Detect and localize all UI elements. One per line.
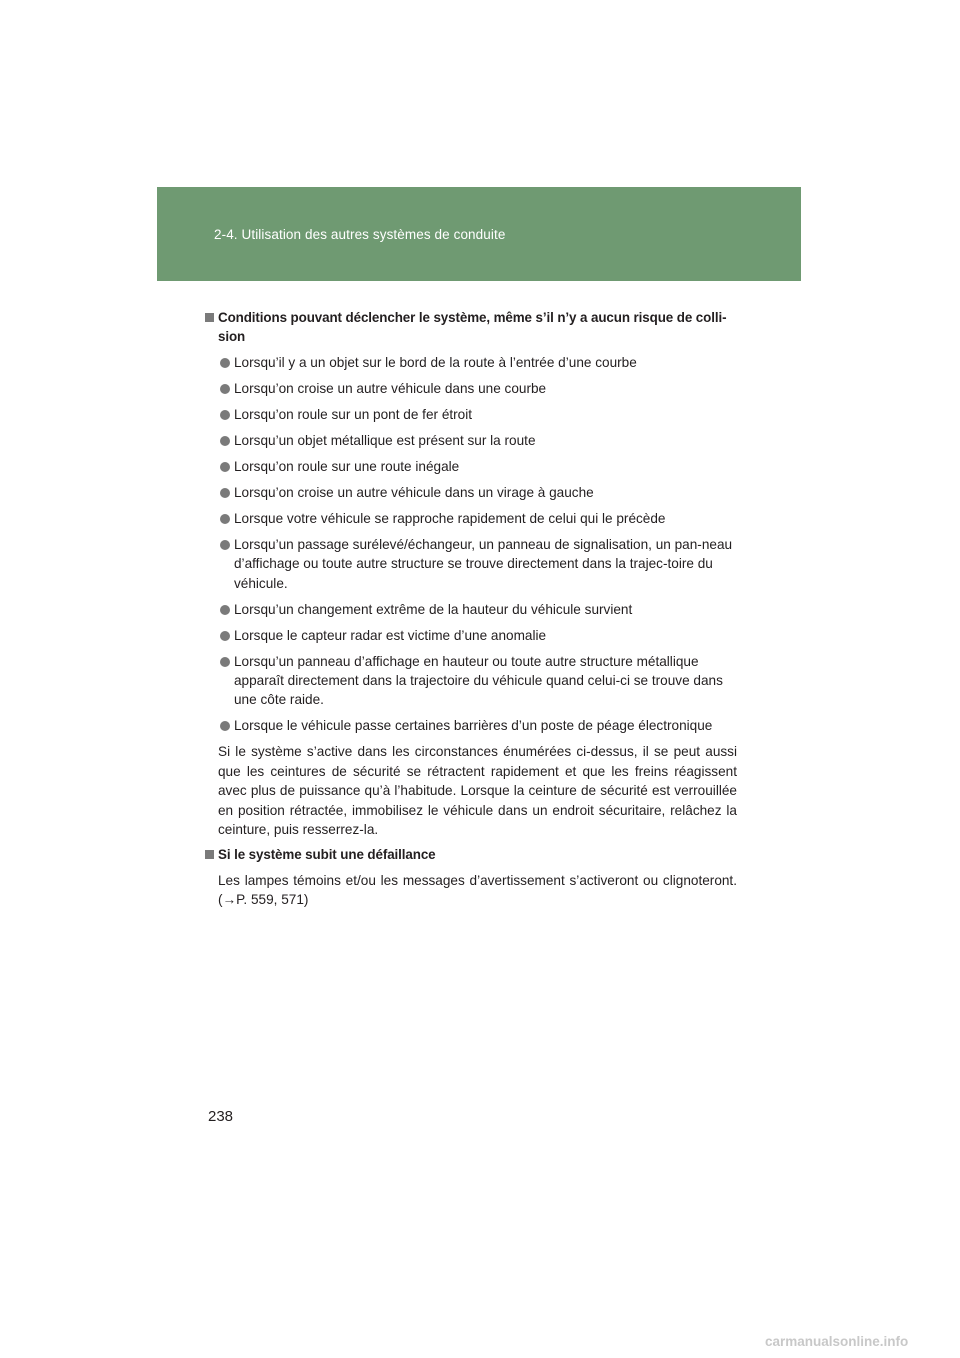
list-item (205, 626, 737, 645)
list-item (205, 457, 737, 476)
round-bullet-icon (220, 605, 230, 615)
round-bullet-icon (220, 358, 230, 368)
list-item-text: Lorsque le véhicule passe certaines barrières d’un poste de péage électronique (234, 718, 713, 734)
section-header-band (157, 187, 801, 281)
list-item (205, 509, 737, 528)
square-bullet-icon (205, 313, 214, 322)
round-bullet-icon (220, 631, 230, 641)
explanation-paragraph: Si le système s’active dans les circonstances énumérées ci-dessus, il se peut aussi que les ceintures de sécurité se rétractent rapidement et que les freins réagissent avec plus de puissance qu’à l’habitude. Lorsque la ceinture de sécurité est verrouillée en position rétractée, immobilisez le véhicule dans un endroit sécuritaire, relâchez la ceinture, puis resserrez-la. (218, 744, 737, 838)
page-number: 238 (208, 1108, 234, 1125)
list-item-text: Lorsqu’on roule sur un pont de fer étroit (234, 406, 473, 422)
list-item-text: Lorsqu’un panneau d’affichage en hauteur ou toute autre structure métallique apparaît directement dans la trajectoire du véhicule quand celui-ci se trouve dans une côte raide. (234, 653, 723, 708)
round-bullet-icon (220, 462, 230, 472)
round-bullet-icon (220, 721, 230, 731)
list-item-text: Lorsqu’on croise un autre véhicule dans une courbe (234, 380, 547, 396)
round-bullet-icon (220, 488, 230, 498)
round-bullet-icon (220, 514, 230, 524)
list-item (205, 535, 737, 593)
list-item (205, 379, 737, 398)
round-bullet-icon (220, 384, 230, 394)
page-content (205, 308, 737, 916)
section-heading-malfunction (205, 845, 737, 864)
list-item (205, 652, 737, 710)
list-item (205, 353, 737, 372)
round-bullet-icon (220, 436, 230, 446)
round-bullet-icon (220, 657, 230, 667)
section-heading-text: Si le système subit une défaillance (218, 847, 436, 863)
list-item (205, 600, 737, 619)
list-item (205, 405, 737, 424)
list-item (205, 483, 737, 502)
conditions-list (205, 353, 737, 736)
malfunction-paragraph: Les lampes témoins et/ou les messages d’avertissement s’activeront ou clignoteront. (→P. 559, 571) (218, 872, 737, 908)
list-item-text: Lorsqu’on roule sur une route inégale (234, 458, 460, 474)
list-item-text: Lorsqu’un changement extrême de la hauteur du véhicule survient (234, 601, 633, 617)
watermark: carmanualsonline.info (765, 1334, 909, 1349)
list-item-text: Lorsqu’un passage surélevé/échangeur, un panneau de signalisation, un pan-neau d’affichage ou toute autre structure se trouve directement dans la trajec-toire du véhicule. (234, 536, 733, 591)
list-item-text: Lorsqu’on croise un autre véhicule dans un virage à gauche (234, 484, 594, 500)
list-item-text: Lorsque votre véhicule se rapproche rapidement de celui qui le précède (234, 510, 666, 526)
section-title: 2-4. Utilisation des autres systèmes de conduite (214, 227, 506, 242)
list-item (205, 431, 737, 450)
list-item-text: Lorsque le capteur radar est victime d’une anomalie (234, 627, 547, 643)
round-bullet-icon (220, 410, 230, 420)
section-heading-conditions (205, 308, 737, 347)
square-bullet-icon (205, 850, 214, 859)
list-item-text: Lorsqu’il y a un objet sur le bord de la route à l’entrée d’une courbe (234, 354, 637, 370)
round-bullet-icon (220, 540, 230, 550)
list-item-text: Lorsqu’un objet métallique est présent sur la route (234, 432, 536, 448)
section-heading-text: Conditions pouvant déclencher le système, même s’il n’y a aucun risque de colli-sion (218, 310, 727, 345)
list-item (205, 716, 737, 735)
